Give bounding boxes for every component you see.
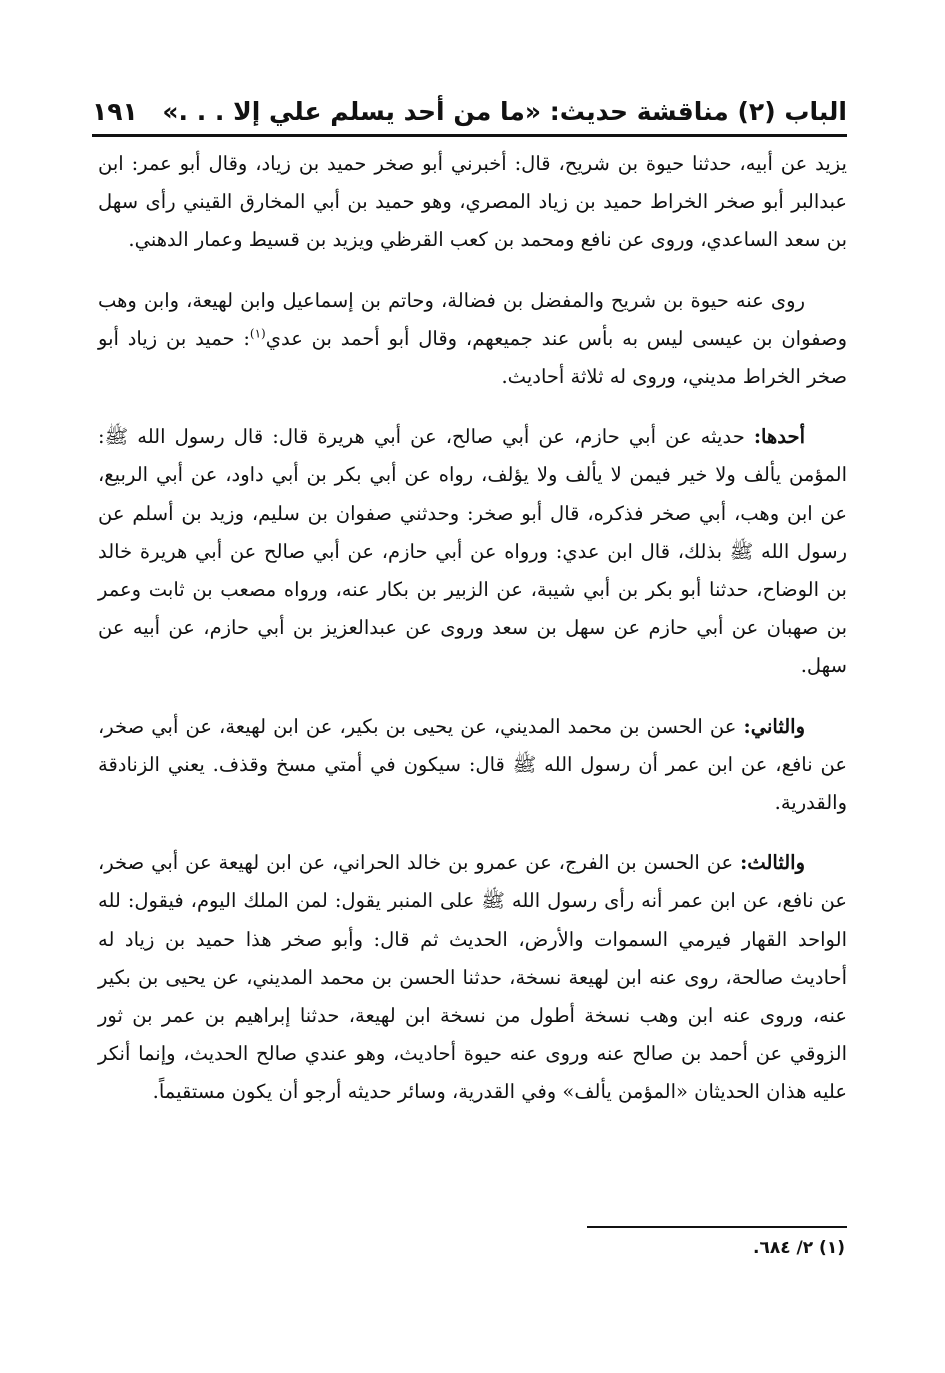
paragraph-lead: والثاني: (743, 714, 805, 738)
paragraph-5 (98, 844, 847, 1111)
footnote-number: (١) (819, 1238, 845, 1258)
footnote-reference[interactable]: (١) (249, 326, 266, 341)
paragraph-text: عن الحسن بن الفرج، عن عمرو بن خالد الحراني، عن ابن لهيعة عن أبي صخر، عن نافع، عن ابن عمر أنه رأى رسول الله ﷺ على المنبر يقول: لمن الملك اليوم، فيقول: لله الواحد القهار فيرمي السموات والأرض، الحديث ثم قال: وأبو صخر هذا حميد بن زياد له أحاديث صالحة، روى عنه ابن لهيعة نسخة، حدثنا الحسن بن محمد المديني، عن يحيى بن بكير عنه، وروى عنه ابن وهب نسخة أطول من نسخة ابن لهيعة، حدثنا إبراهيم بن عمر بن ثور الزوقي عن أحمد بن صالح عنه وروى عنه حيوة أحاديث، وهو عندي صالح الحديث، وإنما أنكر عليه هذان الحديثان «المؤمن يألف» وفي القدرية، وسائر حديثه أرجو أن يكون مستقيماً. (98, 851, 847, 1104)
paragraph-2 (98, 282, 847, 397)
paragraph-text: يزيد عن أبيه، حدثنا حيوة بن شريح، قال: أخبرني أبو صخر حميد بن زياد، وقال أبو عمر: ابن عبدالبر أبو صخر الخراط حميد بن زياد المصري، وهو حميد بن أبي المخارق القيني رأى سهل بن سعد الساعدي، وروى عن نافع ومحمد بن كعب القرظي ويزيد بن قسيط وعمار الدهني. (98, 152, 847, 252)
chapter-title: الباب (٢) مناقشة حديث: «ما من أحد يسلم علي إلا . . .» (162, 97, 847, 126)
running-header (92, 86, 847, 137)
footnote (753, 1238, 845, 1258)
footnote-divider (587, 1226, 847, 1228)
page-number: ١٩١ (92, 97, 138, 126)
paragraph-text: حديثه عن أبي حازم، عن أبي صالح، عن أبي هريرة قال: قال رسول الله ﷺ: المؤمن يألف ولا خير فيمن لا يألف ولا يؤلف، رواه عن أبي بكر بن أبي داود، عن أبي الربيع، عن ابن وهب، أبي صخر فذكره، قال أبو صخر: وحدثني صفوان بن سليم، وزيد بن أسلم عن رسول الله ﷺ بذلك، قال ابن عدي: ورواه عن أبي حازم، عن أبي صالح عن أبي هريرة خالد بن الوضاح، حدثنا أبو بكر بن أبي شيبة، عن الزبير بن بكار عنه، ورواه مصعب بن ثابت وعمر بن صهبان عن أبي حازم عن سهل بن سعد وروى عن عبدالعزيز بن أبي حازم، عن أبيه عن سهل. (98, 425, 847, 678)
paragraph-1 (98, 145, 847, 260)
paragraph-4 (98, 708, 847, 823)
paragraph-text: عن الحسن بن محمد المديني، عن يحيى بن بكير، عن ابن لهيعة، عن أبي صخر، عن نافع، عن ابن عمر أن رسول الله ﷺ قال: سيكون في أمتي مسخ وقذف. يعني الزنادقة والقدرية. (98, 714, 847, 815)
paragraph-text-continued: : حميد بن زياد أبو صخر الخراط مديني، وروى له ثلاثة أحاديث. (98, 326, 847, 389)
paragraph-lead: والثالث: (740, 851, 805, 875)
paragraph-text: روى عنه حيوة بن شريح والمفضل بن فضالة، وحاتم بن إسماعيل وابن لهيعة، وابن وهب وصفوان بن عيسى ليس به بأس عند جميعهم، وقال أبو أحمد بن عدي (98, 288, 847, 350)
paragraph-3 (98, 418, 847, 685)
main-text (98, 145, 847, 1134)
footnote-text: ٢/ ٦٨٤. (752, 1238, 814, 1258)
paragraph-lead: أحدها: (753, 425, 805, 449)
